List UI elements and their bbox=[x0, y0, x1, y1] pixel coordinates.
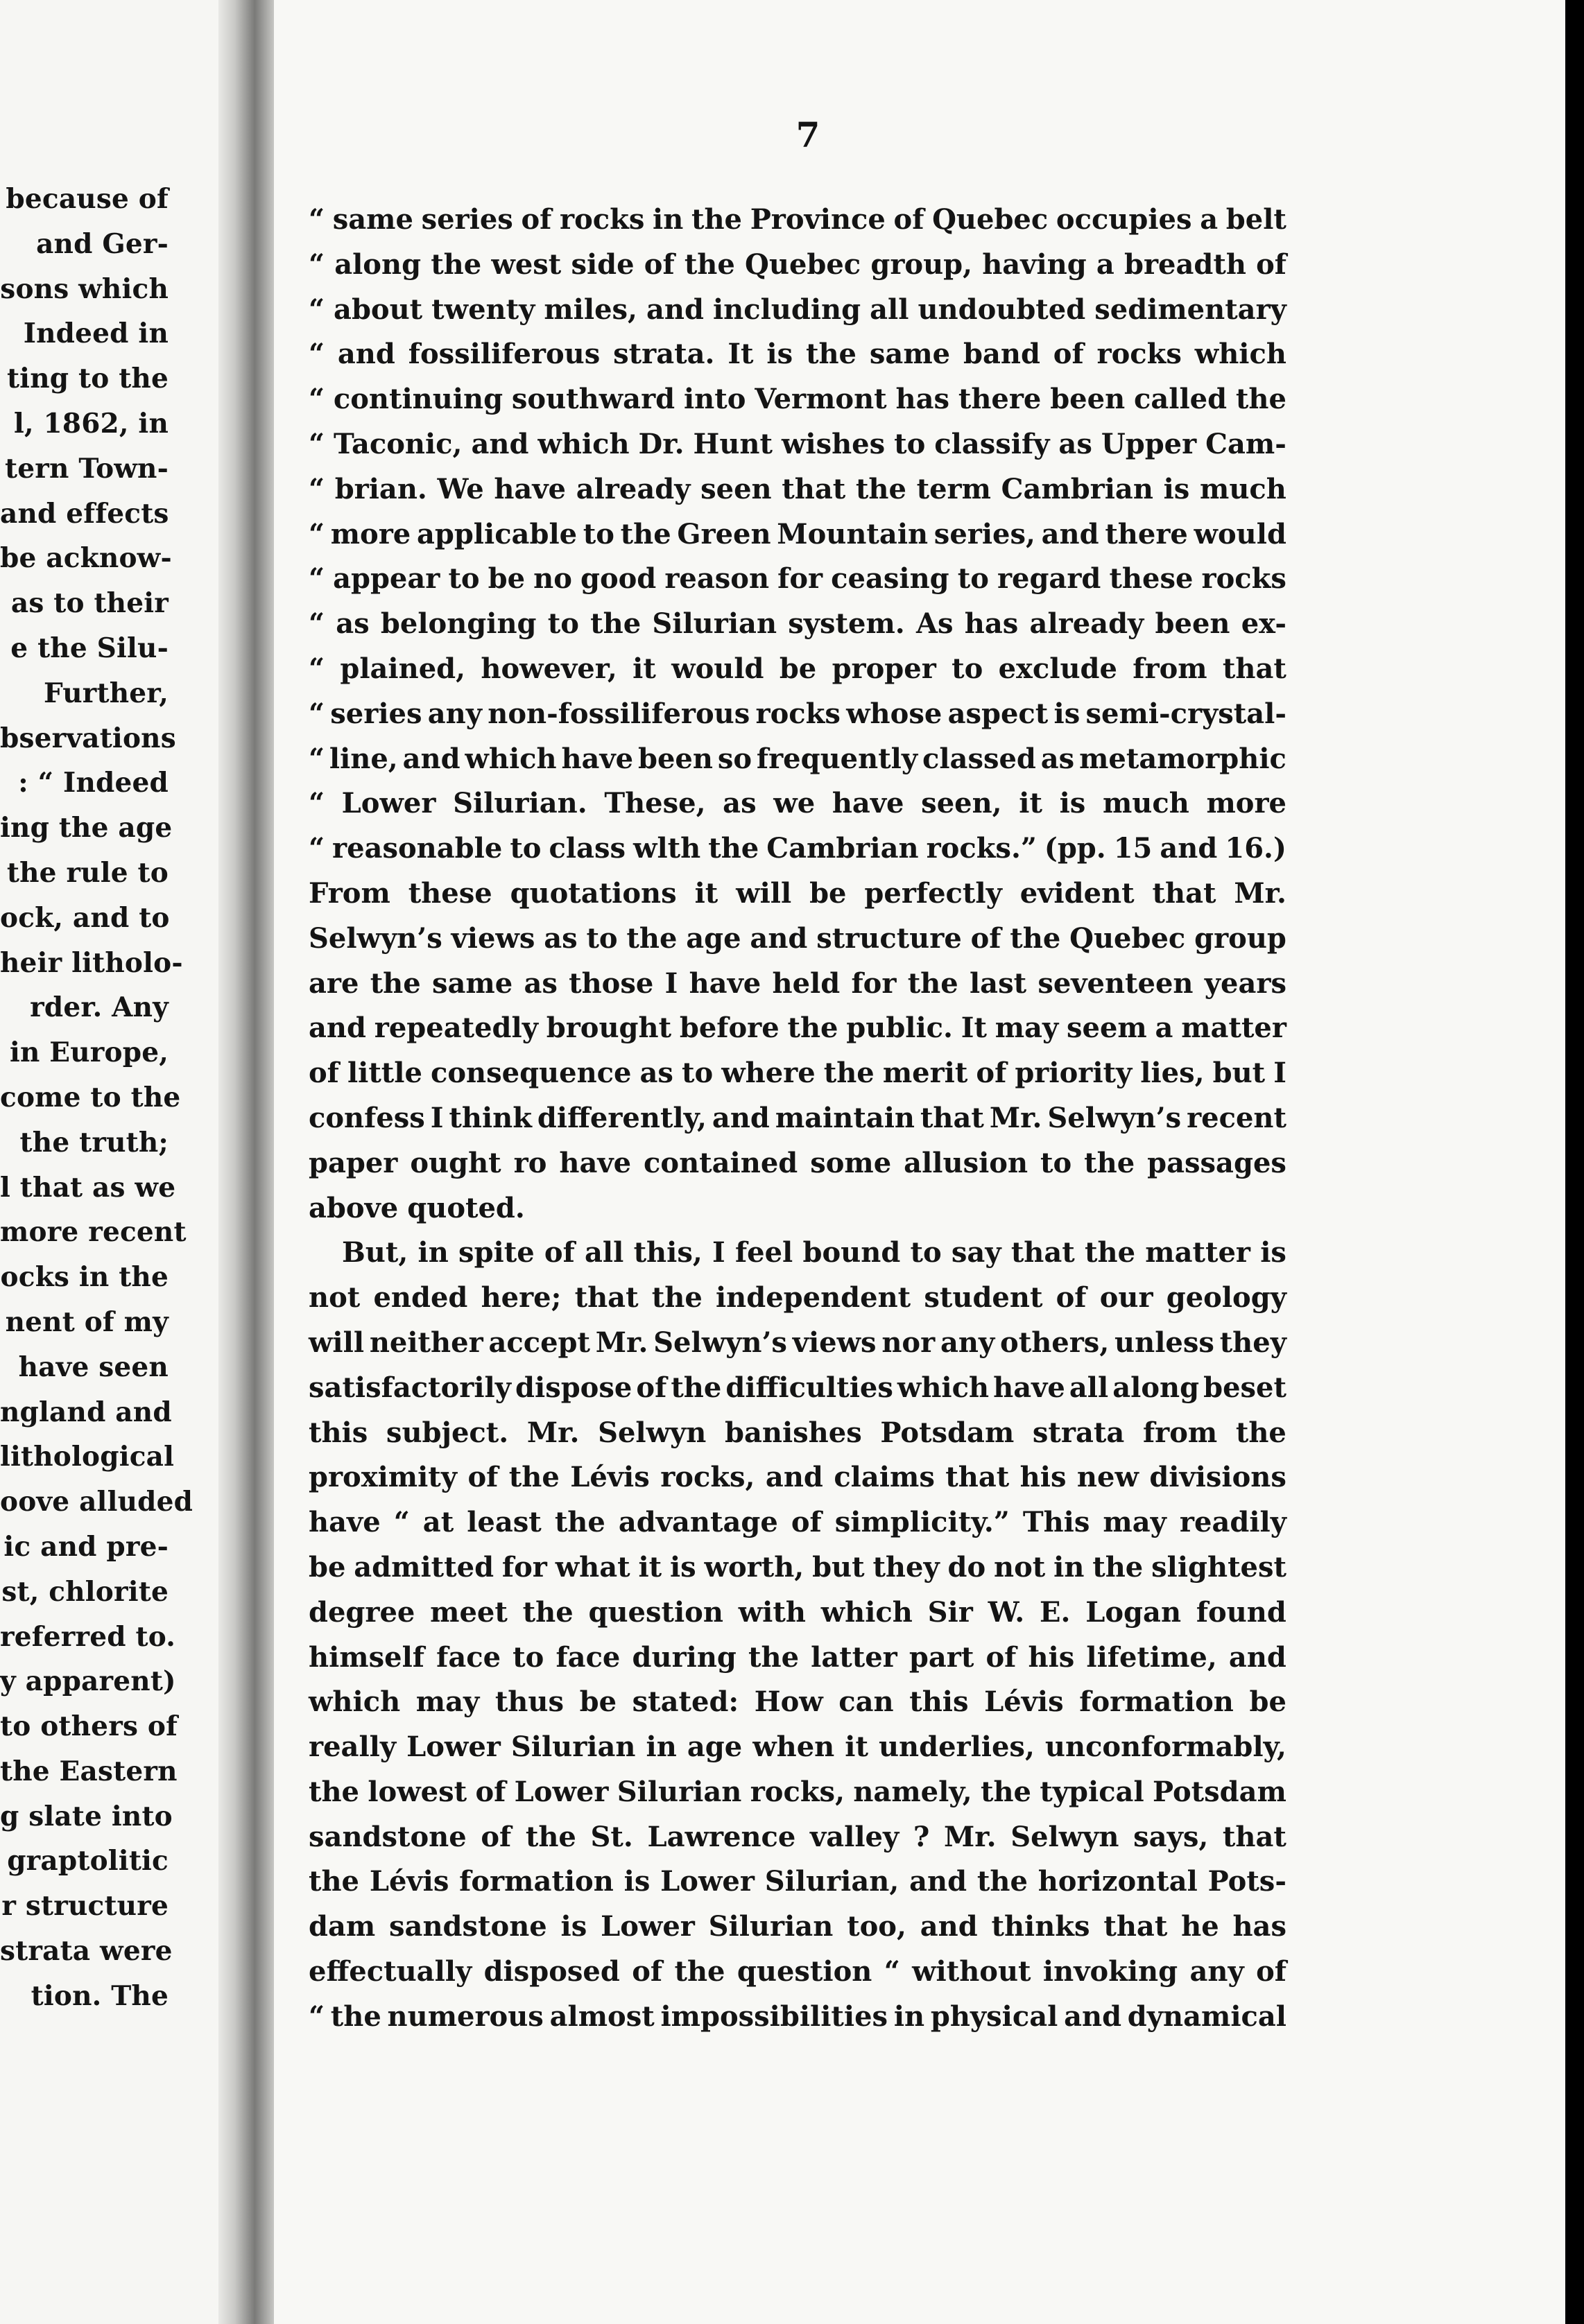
text-line: Selwyn’s views as to the age and structure of the Quebec group bbox=[309, 921, 1286, 955]
text-line: “ and fossiliferous strata. It is the same band of rocks which bbox=[309, 338, 1286, 371]
text-line: sandstone of the St. Lawrence valley ? Mr. Selwyn says, that bbox=[309, 1820, 1286, 1853]
text-line: be admitted for what it is worth, but they do not in the slightest bbox=[309, 1550, 1286, 1584]
left-page-line: because of bbox=[6, 183, 169, 215]
left-page-line: as to their bbox=[10, 587, 169, 620]
left-page-line: l, 1862, in bbox=[13, 407, 169, 440]
left-page-line: sons which bbox=[0, 272, 169, 305]
left-page-line: st, chlorite bbox=[1, 1575, 169, 1608]
text-line: the lowest of Lower Silurian rocks, namely, the typical Potsdam bbox=[309, 1775, 1286, 1808]
left-page-line: to others of bbox=[0, 1710, 178, 1743]
text-line: really Lower Silurian in age when it underlies, unconformably, bbox=[309, 1731, 1286, 1764]
left-page-line: ing the age bbox=[0, 812, 173, 844]
text-line: this subject. Mr. Selwyn banishes Potsdam strata from the bbox=[309, 1416, 1286, 1449]
left-page-line: referred to. bbox=[0, 1620, 176, 1653]
text-line: “ more applicable to the Green Mountain series, and there would bbox=[309, 517, 1286, 550]
left-page-line: tion. The bbox=[31, 1979, 169, 2012]
left-page-line: the rule to bbox=[6, 856, 169, 889]
text-line: have “ at least the advantage of simplicity.” This may readily bbox=[309, 1506, 1286, 1539]
left-page-line: : “ Indeed bbox=[18, 767, 169, 799]
left-page-line: heir litholo- bbox=[0, 946, 183, 979]
text-line: dam sandstone is Lower Silurian too, and thinks that he has bbox=[309, 1910, 1286, 1943]
left-page-line: graptolitic bbox=[7, 1845, 169, 1878]
text-line: “ line, and which have been so frequently classed as metamorphic bbox=[309, 742, 1286, 775]
text-line: “ Lower Silurian. These, as we have seen, it is much more bbox=[309, 787, 1286, 820]
left-page-line: have seen bbox=[18, 1351, 169, 1383]
left-page-line: g slate into bbox=[0, 1800, 173, 1832]
text-line: “ Taconic, and which Dr. Hunt wishes to classify as Upper Cam- bbox=[309, 427, 1286, 460]
left-page-line: ock, and to bbox=[0, 901, 170, 934]
text-line: will neither accept Mr. Selwyn’s views nor any others, unless they bbox=[309, 1326, 1286, 1359]
text-line: But, in spite of all this, I feel bound to say that the matter is bbox=[342, 1236, 1286, 1269]
text-line: effectually disposed of the question “ without invoking any of bbox=[309, 1955, 1286, 1988]
left-page-line: l that as we bbox=[0, 1171, 176, 1204]
left-page-line: Further, bbox=[44, 677, 169, 709]
left-page-line: and Ger- bbox=[36, 227, 169, 260]
left-page-line: strata were bbox=[0, 1935, 173, 1968]
text-line: “ along the west side of the Quebec group, having a breadth of bbox=[309, 248, 1286, 281]
left-page-line: ngland and bbox=[0, 1396, 172, 1428]
left-page-line: lithological bbox=[0, 1441, 175, 1473]
left-page-line: bservations bbox=[0, 722, 176, 754]
text-line: which may thus be stated: How can this Lévis formation be bbox=[309, 1685, 1286, 1719]
left-page-line: y apparent) bbox=[0, 1665, 176, 1698]
text-line: “ series any non-fossiliferous rocks whose aspect is semi-crystal- bbox=[309, 697, 1286, 730]
left-page-line: ocks in the bbox=[0, 1261, 169, 1294]
text-line: proximity of the Lévis rocks, and claims that his new divisions bbox=[309, 1461, 1286, 1494]
text-line: the Lévis formation is Lower Silurian, and the horizontal Pots- bbox=[309, 1865, 1286, 1898]
text-line: “ the numerous almost impossibilities in physical and dynamical bbox=[309, 2000, 1286, 2033]
left-page-line: e the Silu- bbox=[10, 632, 169, 664]
left-page-line: be acknow- bbox=[0, 542, 172, 575]
text-line: and repeatedly brought before the public. It may seem a matter bbox=[309, 1012, 1286, 1045]
text-line: “ as belonging to the Silurian system. As has already been ex- bbox=[309, 607, 1286, 641]
text-line: “ continuing southward into Vermont has there been called the bbox=[309, 383, 1286, 416]
text-line: not ended here; that the independent student of our geology bbox=[309, 1281, 1286, 1315]
left-page-line: ic and pre- bbox=[3, 1530, 169, 1563]
text-line: confess I think differently, and maintain that Mr. Selwyn’s recent bbox=[309, 1101, 1286, 1134]
text-line: “ reasonable to class wlth the Cambrian rocks.” (pp. 15 and 16.) bbox=[309, 832, 1286, 865]
left-page-text bbox=[0, 177, 193, 2019]
left-page-line: the Eastern bbox=[0, 1755, 178, 1787]
page-number: 7 bbox=[795, 114, 820, 155]
text-line: above quoted. bbox=[309, 1191, 525, 1224]
text-line: paper ought ro have contained some allusion to the passages bbox=[309, 1146, 1286, 1179]
text-line: satisfactorily dispose of the difficulties which have all along beset bbox=[309, 1371, 1286, 1404]
text-line: “ same series of rocks in the Province of Quebec occupies a belt bbox=[309, 203, 1286, 236]
left-page-fragment bbox=[0, 0, 229, 2324]
text-line: himself face to face during the latter part of his lifetime, and bbox=[309, 1640, 1286, 1674]
text-line: “ plained, however, it would be proper to exclude from that bbox=[309, 652, 1286, 685]
text-line: degree meet the question with which Sir W. E. Logan found bbox=[309, 1595, 1286, 1629]
left-page-line: in Europe, bbox=[9, 1037, 169, 1069]
left-page-line: ting to the bbox=[6, 363, 169, 395]
left-page-line: nent of my bbox=[5, 1306, 169, 1338]
left-page-line: and effects bbox=[0, 497, 169, 530]
left-page-line: oove alluded bbox=[0, 1486, 193, 1518]
text-line: are the same as those I have held for the last seventeen years bbox=[309, 966, 1286, 1000]
body-text bbox=[309, 198, 1286, 2040]
left-page-line: rder. Any bbox=[30, 991, 169, 1024]
right-edge bbox=[1565, 0, 1584, 2324]
text-line: “ appear to be no good reason for ceasing to regard these rocks bbox=[309, 562, 1286, 596]
left-page-line: come to the bbox=[0, 1081, 181, 1113]
text-line: From these quotations it will be perfectly evident that Mr. bbox=[309, 876, 1286, 910]
left-page-line: more recent bbox=[0, 1216, 187, 1249]
text-line: “ brian. We have already seen that the term Cambrian is much bbox=[309, 472, 1286, 505]
left-page-line: the truth; bbox=[19, 1126, 169, 1159]
left-page-line: tern Town- bbox=[5, 452, 169, 485]
text-line: “ about twenty miles, and including all undoubted sedimentary bbox=[309, 293, 1286, 326]
text-line: of little consequence as to where the merit of priority lies, but I bbox=[309, 1057, 1286, 1090]
left-page-line: Indeed in bbox=[23, 318, 169, 350]
left-page-line: r structure bbox=[1, 1890, 169, 1923]
